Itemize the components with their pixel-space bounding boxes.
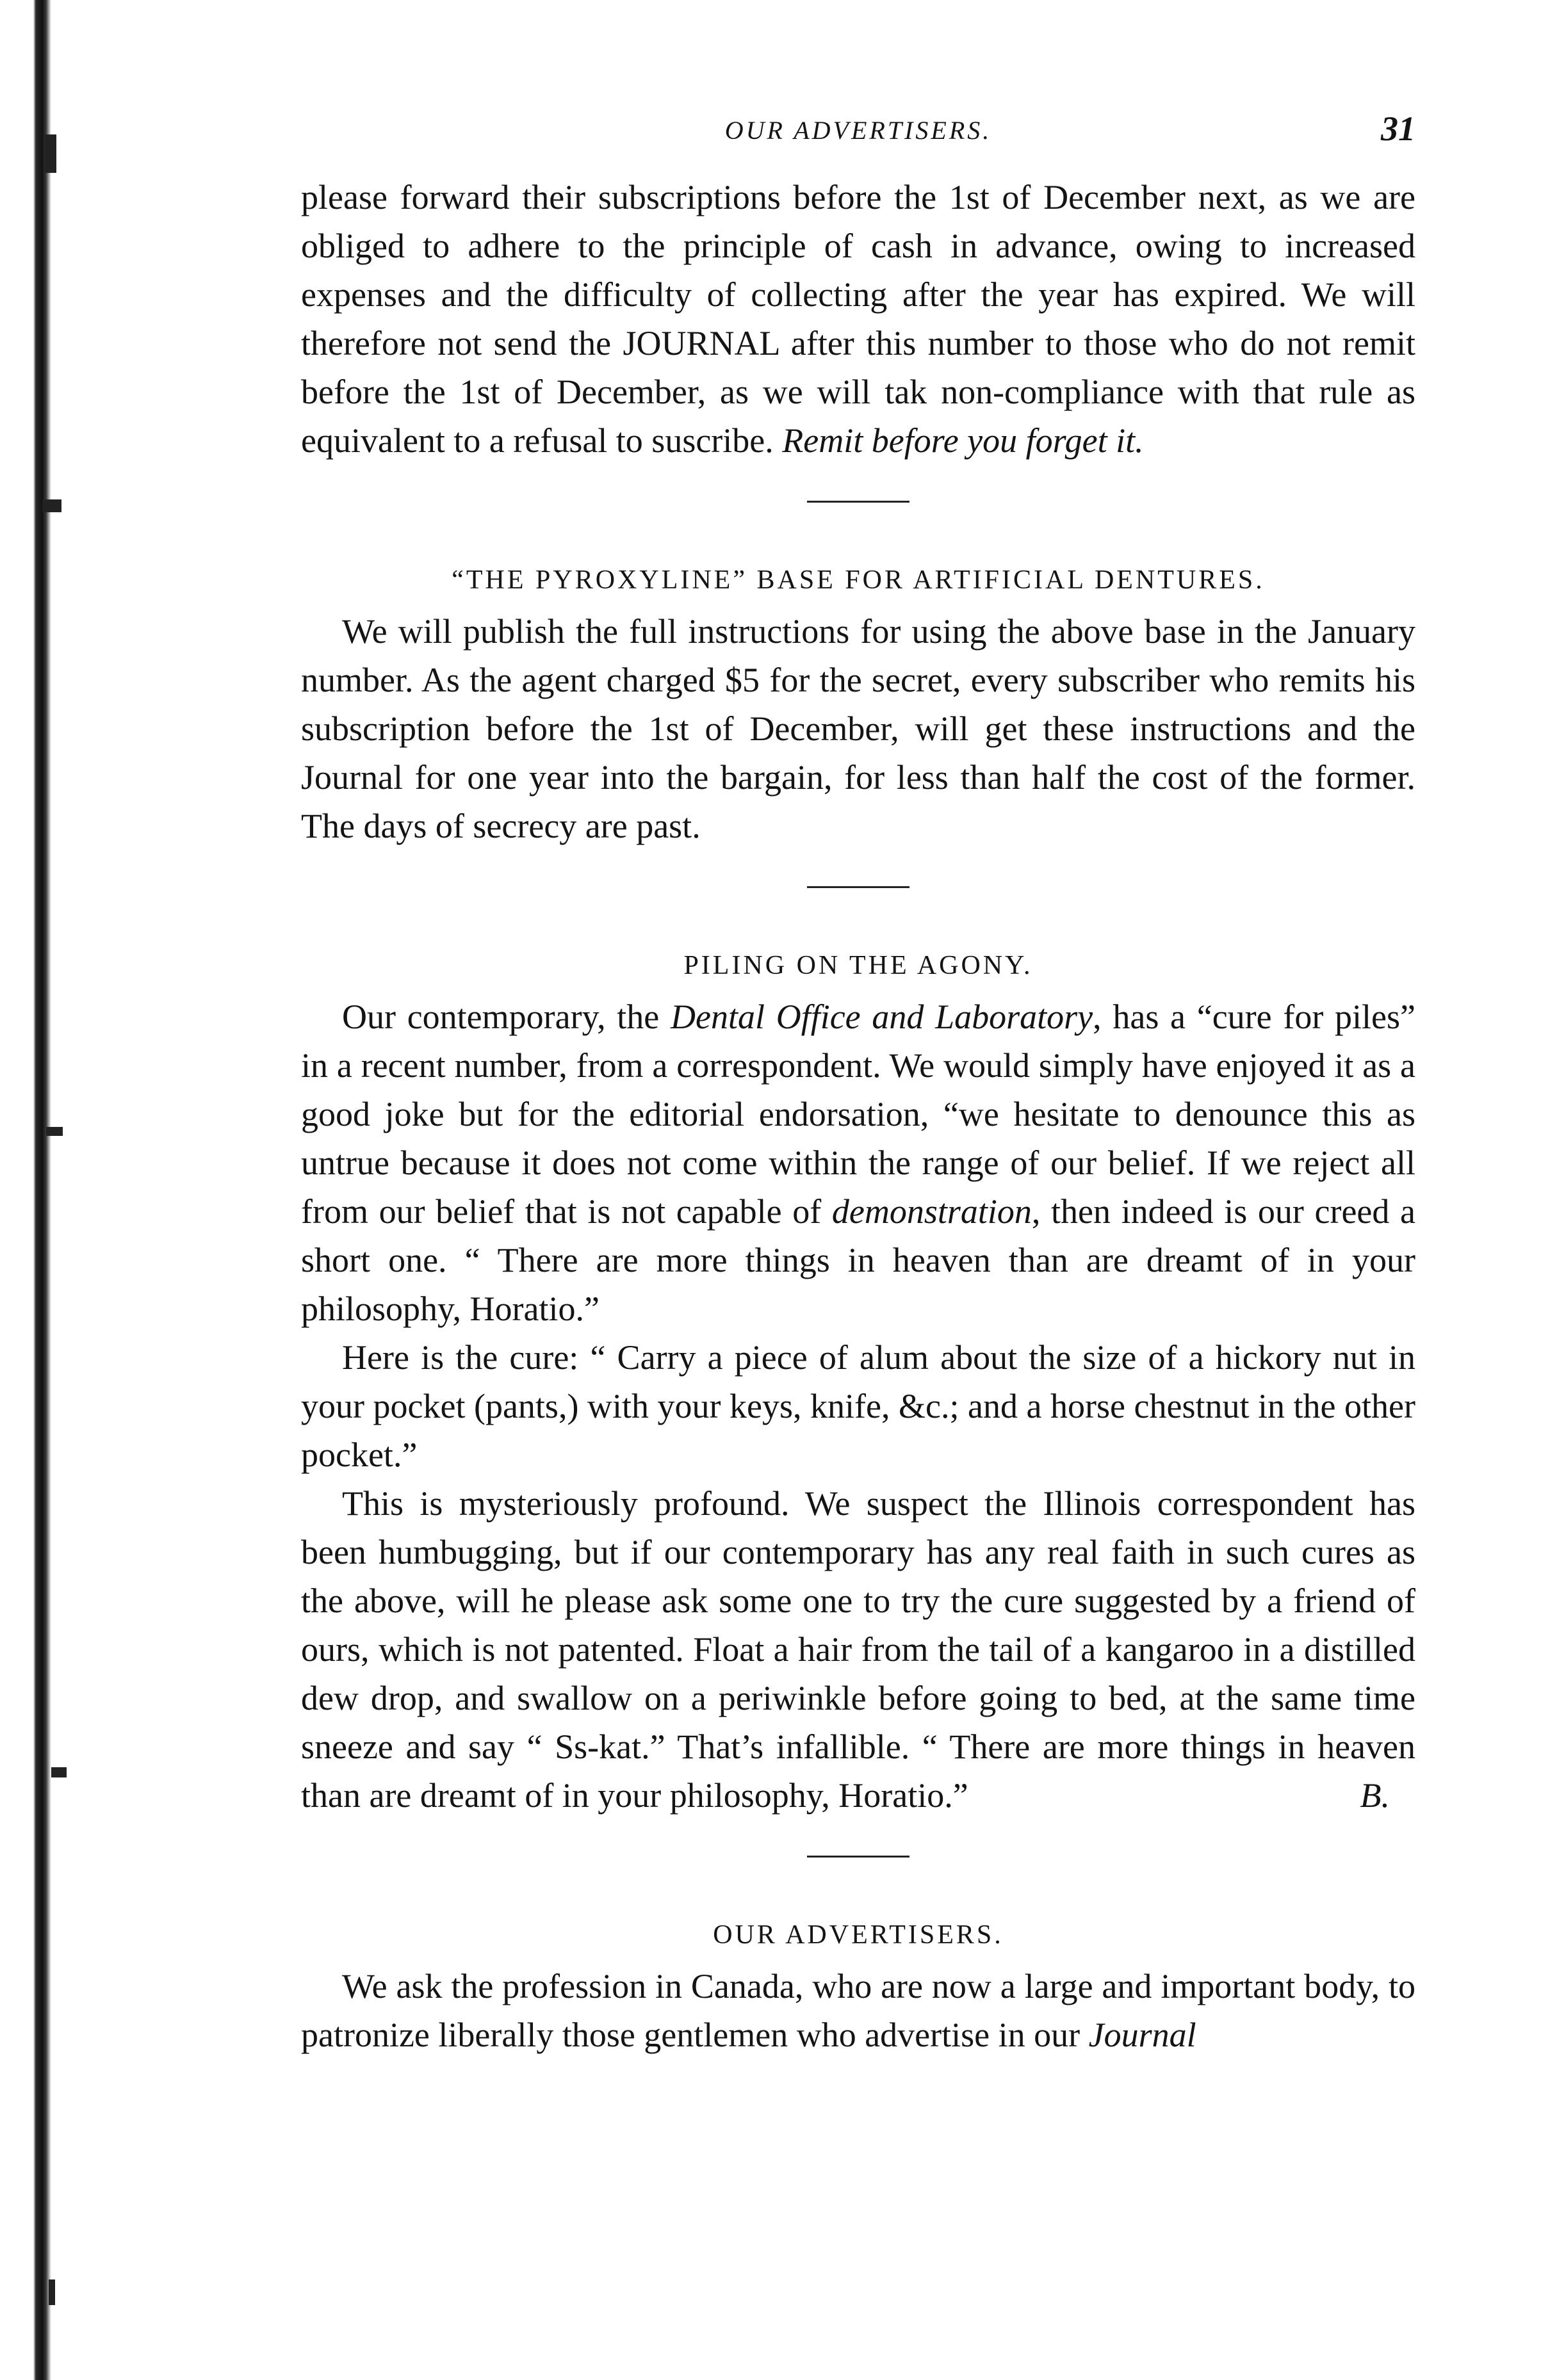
piling-p1-mid: , has a “cure for piles” in a recent number, from a correspondent. We would simply have enjoyed it as a good joke but for the editorial endorsation, “we hesitate to denounce this as untrue because it does not come within the range of our belief. If we reject all from our belief that is not capable of: [301, 998, 1415, 1231]
running-title: OUR ADVERTISERS.: [724, 116, 992, 145]
section-heading-piling: PILING ON THE AGONY.: [683, 951, 1033, 980]
section-heading-advertisers: OUR ADVERTISERS.: [713, 1920, 1004, 1950]
advertisers-text: We ask the profession in Canada, who are now a large and important body, to patronize liberally those gentlemen who advertise in our: [301, 1967, 1415, 2054]
intro-text: please forward their subscriptions before the 1st of December next, as we are obliged to adhere to the principle of cash in advance, owing to increased expenses and the difficulty of collecting after the year has expired. We will therefore not send the JOURNAL after this number to those who do not remit before the 1st of December, as we will tak non-compliance with that rule as equivalent to a refusal to suscribe.: [301, 178, 1415, 460]
section-divider: [301, 1820, 1415, 1916]
piling-paragraph-3: [301, 1479, 1415, 1820]
page-header: [301, 109, 1415, 173]
book-binding-edge: [0, 0, 70, 2380]
piling-p1-end: , then indeed is our creed a short one. “ There are more things in heaven than are dreamt of in your philosophy, Horatio.”: [301, 1192, 1415, 1328]
intro-paragraph: [301, 173, 1415, 465]
advertisers-journal: Journal: [1088, 2016, 1196, 2054]
journal-title: Dental Office and Laboratory: [671, 998, 1093, 1036]
section-divider: [301, 465, 1415, 561]
page-number: 31: [1381, 109, 1415, 148]
section-divider: [301, 850, 1415, 946]
pyroxyline-paragraph: We will publish the full instructions for using the above base in the January number. As the agent charged $5 for the secret, every subscriber who remits his subscription before the 1st of December, will get these instructions and the Journal for one year into the bargain, for less than half the cost of the former. The days of secrecy are past.: [301, 612, 1415, 845]
advertisers-paragraph: [301, 1962, 1415, 2059]
author-signature: B.: [1360, 1776, 1390, 1815]
piling-paragraph-2: Here is the cure: “ Carry a piece of alum about the size of a hickory nut in your pocket (pants,) with your keys, knife, &c.; and a horse chestnut in the other pocket.”: [301, 1338, 1415, 1474]
piling-p3-text: This is mysteriously profound. We suspect the Illinois correspondent has been humbugging, but if our contemporary has any real faith in such cures as the above, will he please ask some one to try the cure suggested by a friend of ours, which is not patented. Float a hair from the tail of a kangaroo in a distilled dew drop, and swallow on a periwinkle before going to bed, at the same time sneeze and say “ Ss-kat.” That’s infallible. “ There are more things in heaven than are dreamt of in your philosophy, Horatio.”: [301, 1484, 1415, 1815]
demonstration-word: demonstration: [831, 1192, 1032, 1231]
intro-emphasis: Remit before you forget it.: [782, 421, 1144, 460]
piling-p1-start: Our contemporary, the: [342, 998, 671, 1036]
document-page: [301, 109, 1415, 2059]
piling-paragraph-1: [301, 992, 1415, 1333]
section-heading-pyroxyline: “THE PYROXYLINE” BASE FOR ARTIFICIAL DENTURES.: [452, 565, 1265, 595]
